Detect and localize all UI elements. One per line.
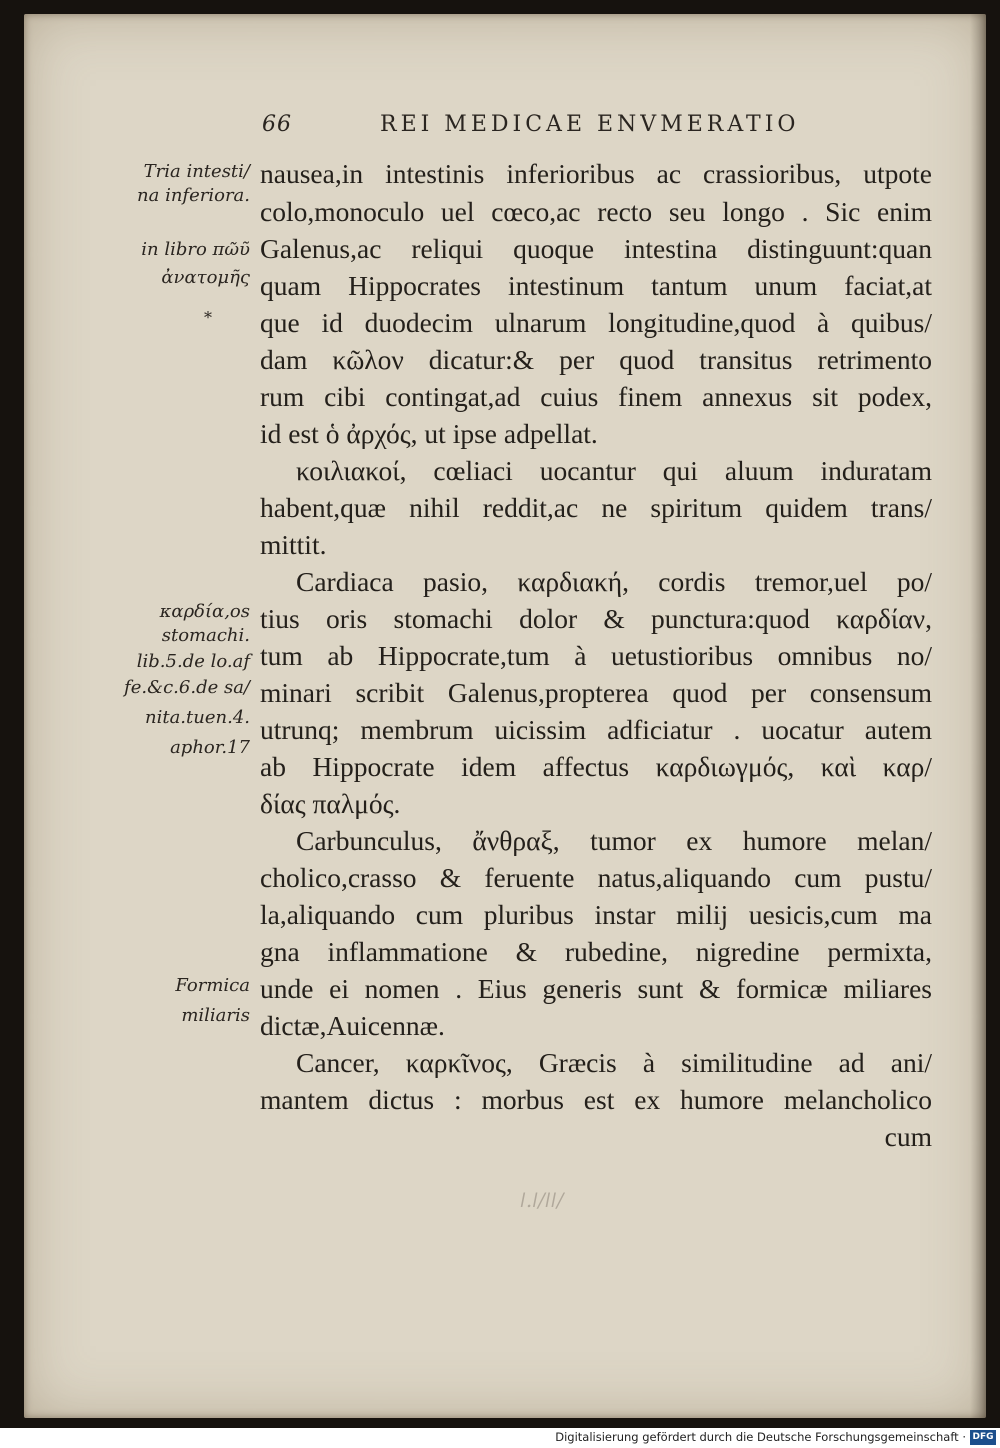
footer-bar (0, 1428, 1000, 1448)
margin-asterisk-mark: * (204, 308, 212, 327)
text-line: Cancer, καρκῖνος, Græcis à similitudine ad ani/ (296, 1047, 932, 1078)
footer-credit: Digitalisierung gefördert durch die Deutsche Forschungsgemeinschaft · (555, 1430, 966, 1444)
catchword: cum (884, 1121, 932, 1152)
text-line: δίας παλμός. (260, 788, 401, 819)
margin-note: in libro πῶῦ (141, 239, 250, 260)
text-line: ab Hippocrate idem affectus καρδιωγμός, καὶ καρ/ (260, 751, 932, 782)
text-line: unde ei nomen . Eius generis sunt & formicæ miliares (260, 973, 932, 1004)
text-line: dictæ,Auicennæ. (260, 1010, 445, 1041)
margin-note: καρδία,os (159, 601, 250, 622)
text-line: mantem dictus : morbus est ex humore melancholico (260, 1084, 932, 1115)
faint-pen-mark: ǀ.ǀ/ǀǀ/ (520, 1188, 564, 1212)
text-line: Cardiaca pasio, καρδιακή, cordis tremor,uel po/ (296, 566, 932, 597)
text-line: mittit. (260, 529, 327, 560)
text-line: la,aliquando cum pluribus instar milij uesicis,cum ma (260, 899, 932, 930)
text-line: cholico,crasso & feruente natus,aliquando cum pustu/ (260, 862, 932, 893)
margin-note: stomachi. (161, 625, 250, 646)
text-line: id est ὁ ἀρχός, ut ipse adpellat. (260, 418, 598, 449)
margin-note: na inferiora. (137, 185, 250, 206)
margin-note: fe.&c.6.de sa/ (124, 677, 250, 698)
text-line: dam κῶλον dicatur:& per quod transitus retrimento (260, 344, 932, 375)
margin-note: Tria intesti/ (143, 161, 250, 182)
running-title: REI MEDICAE ENVMERATIO (380, 112, 800, 137)
dfg-logo: DFG (970, 1430, 996, 1445)
margin-note: miliaris (181, 1005, 250, 1026)
margin-note: aphor.17 (170, 737, 250, 758)
text-line: nausea,in intestinis inferioribus ac crassioribus, utpote (260, 158, 932, 189)
text-line: habent,quæ nihil reddit,ac ne spiritum quidem trans/ (260, 492, 932, 523)
margin-note: ἀνατομῆς (161, 267, 250, 288)
text-line: utrunq; membrum uicissim adficiatur . uocatur autem (260, 714, 932, 745)
text-line: que id duodecim ulnarum longitudine,quod à quibus/ (260, 307, 932, 338)
margin-note: nita.tuen.4. (144, 707, 250, 728)
text-line: colo,monoculo uel cœco,ac recto seu longo . Sic enim (260, 196, 932, 227)
margin-note: lib.5.de lo.af (136, 651, 250, 672)
text-line: κοιλιακοί, cœliaci uocantur qui aluum induratam (296, 455, 932, 486)
page-header (262, 112, 832, 142)
text-line: rum cibi contingat,ad cuius finem annexus sit podex, (260, 381, 932, 412)
text-line: Carbunculus, ἄνθραξ, tumor ex humore melan/ (296, 825, 932, 856)
text-line: tum ab Hippocrate,tum à uetustioribus omnibus no/ (260, 640, 932, 671)
text-line: Galenus,ac reliqui quoque intestina distinguunt:quan (260, 233, 932, 264)
margin-note: Formica (175, 975, 250, 996)
text-line: tius oris stomachi dolor & punctura:quod καρδίαν, (260, 603, 932, 634)
page-edge-shadow (970, 14, 986, 1418)
text-line: minari scribit Galenus,propterea quod per consensum (260, 677, 932, 708)
text-line: quam Hippocrates intestinum tantum unum faciat,at (260, 270, 932, 301)
text-line: gna inflammatione & rubedine, nigredine permixta, (260, 936, 932, 967)
page-number: 66 (262, 112, 292, 137)
